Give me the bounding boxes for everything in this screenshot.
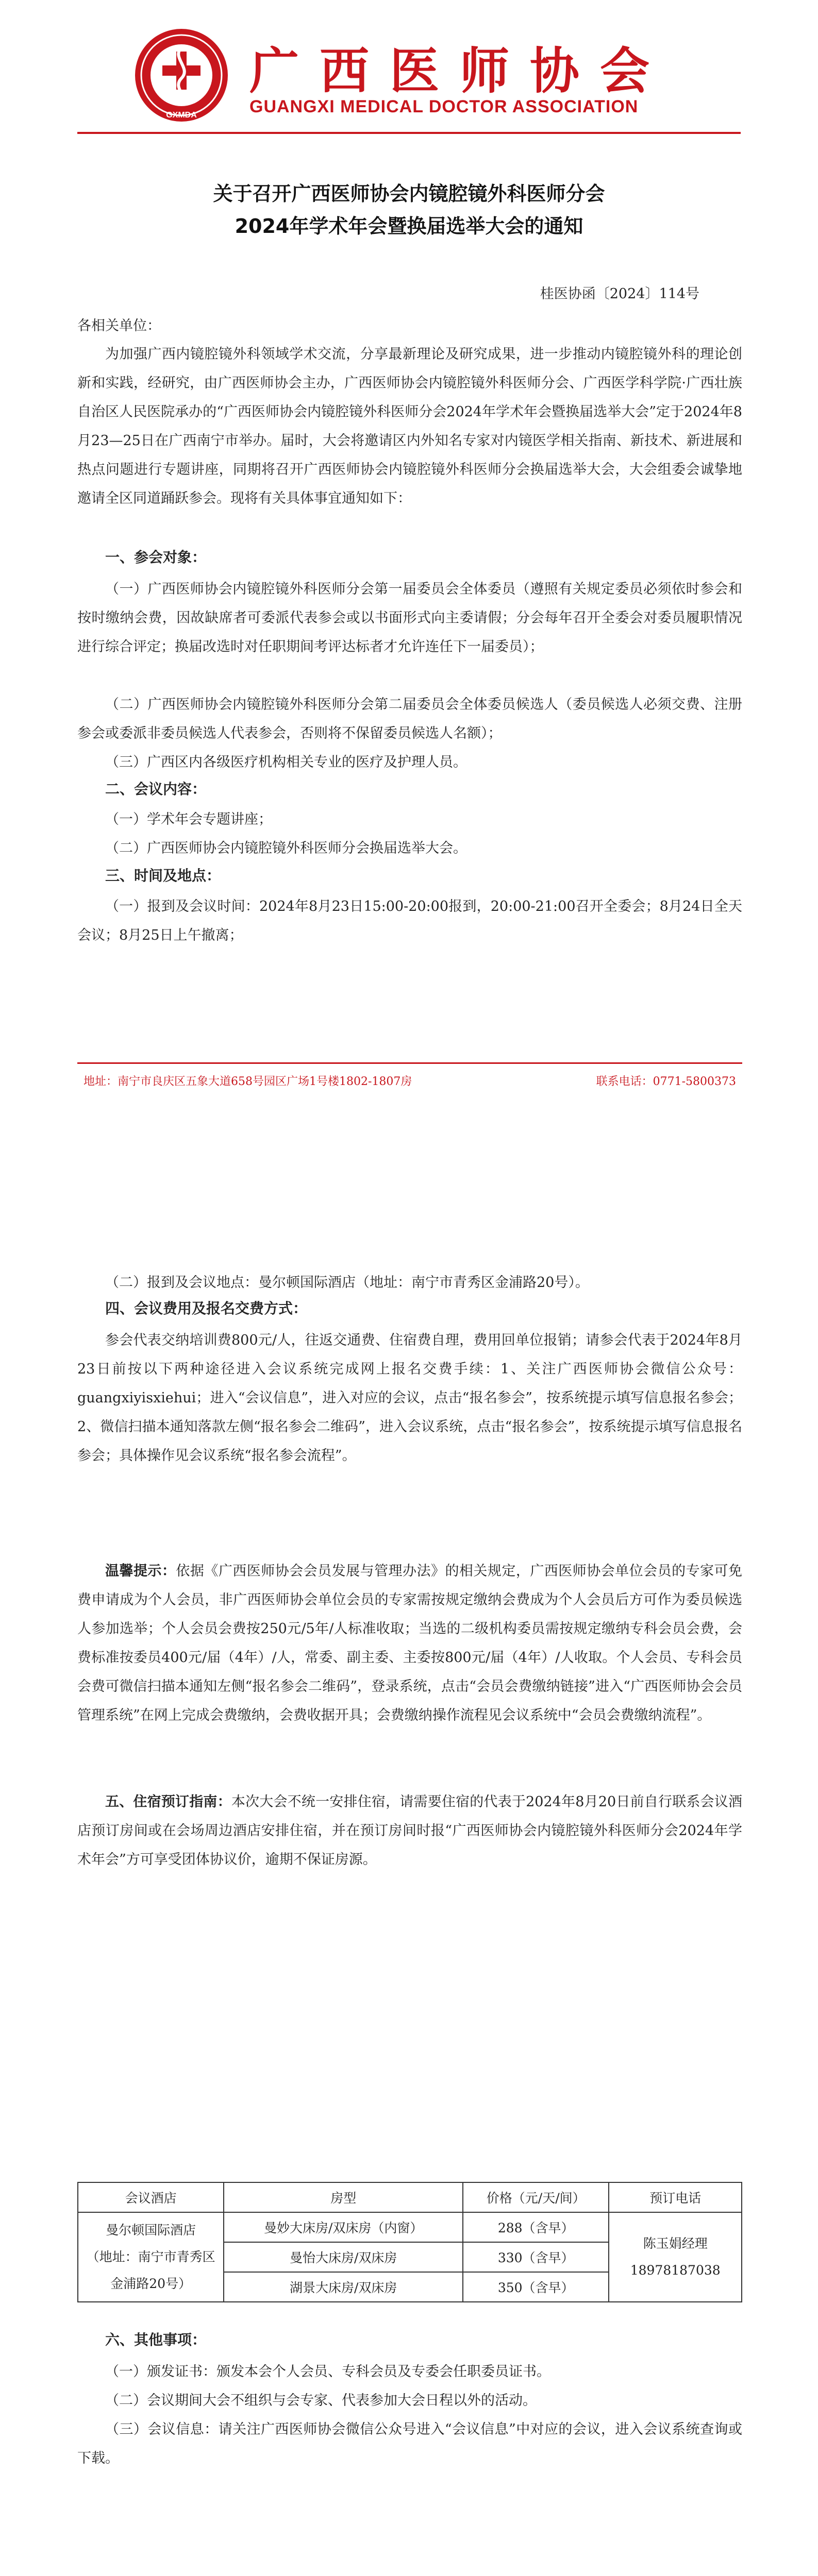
other-item-2: （二）会议期间大会不组织与会专家、代表参加大会日程以外的活动。 — [105, 2393, 537, 2409]
header-divider — [77, 132, 741, 134]
association-logo-icon — [133, 27, 230, 124]
attendees-item-3: （三）广西区内各级医疗机构相关专业的医疗及护理人员。 — [105, 754, 467, 770]
table-header-cell: 房型 — [224, 2182, 463, 2212]
booking-contact-name: 陈玉娟经理 — [643, 2236, 708, 2251]
other-item-1: （一）颁发证书：颁发本会个人会员、专科会员及专委会任职委员证书。 — [105, 2364, 550, 2380]
document-number: 桂医协函〔2024〕114号 — [540, 286, 699, 302]
tips-text: 依据《广西医师协会会员发展与管理办法》的相关规定，广西医师协会单位会员的专家可免费申请成为个人会员，非广西医师协会单位会员的专家需按规定缴纳会费成为个人会员后方可作为委员候选人参加选举；个人会员会费按250元/5年/人标准收取；当选的二级机构委员需按规定缴纳专科会员会费，会费标准按委员400元/届（4年）/人，常委、副主委、主委按800元/届（4年）/人收取。个人会员、专科会员会费可微信扫描本通知左侧“报名参会二维码”，登录系统，点击“会员会费缴纳链接”进入“广西医师协会会员管理系统”在网上完成会费缴纳，会费收据开具；会费缴纳操作流程见会议系统中“会员会费缴纳流程”。 — [77, 1563, 743, 1723]
section-heading-fees: 四、会议费用及报名交费方式： — [105, 1300, 308, 1317]
other-item-3-text: （三）会议信息：请关注广西医师协会微信公众号进入“会议信息”中对应的会议，进入会议系统查询或下载。 — [77, 2421, 742, 2466]
org-name-english: GUANGXI MEDICAL DOCTOR ASSOCIATION — [249, 97, 639, 116]
notice-title-line1: 关于召开广西医师协会内镜腔镜外科医师分会 — [213, 182, 605, 205]
intro-paragraph: 为加强广西内镜腔镜外科领域学术交流，分享最新理论及研究成果，进一步推动内镜腔镜外科的理论创新和实践，经研究，由广西医师协会主办，广西医师协会内镜腔镜外科医师分会、广西医学科学院·广西壮族自治区人民医院承办的“广西医师协会内镜腔镜外科医师分会2024年学术年会暨换届选举大会”定于2024年8月23—25日在广西南宁市举办。届时，大会将邀请区内外知名专家对内镜医学相关指南、新技术、新进展和热点问题进行专题讲座，同期将召开广西医师协会内镜腔镜外科医师分会换届选举大会，大会组委会诚挚地邀请全区同道踊跃参会。现将有关具体事宜通知如下： — [77, 346, 742, 506]
hotel-address-1: （地址：南宁市青秀区 — [86, 2249, 215, 2264]
table-header-cell: 会议酒店 — [78, 2182, 224, 2212]
room-type: 湖景大床房/双床房 — [224, 2272, 463, 2302]
tips-label: 温馨提示： — [105, 1563, 176, 1579]
svg-text:GXMDA: GXMDA — [166, 111, 197, 120]
content-item-1: （一）学术年会专题讲座； — [105, 811, 272, 827]
section-heading-attendees: 一、参会对象： — [105, 549, 207, 566]
org-name-title: 广西医师协会 — [249, 42, 670, 100]
lodging-text: 本次大会不统一安排住宿，请需要住宿的代表于2024年8月20日前自行联系会议酒店预订房间或在会场周边酒店安排住宿，并在预订房间时报“广西医师协会内镜腔镜外科医师分会2024年学术年会”方可享受团体协议价，逾期不保证房源。 — [77, 1794, 743, 1868]
room-price: 288（含早） — [463, 2212, 609, 2242]
hotel-table — [77, 2182, 742, 2302]
attendees-item-2: （二）广西医师协会内镜腔镜外科医师分会第二届委员会全体委员候选人（委员候选人必须交费、注册参会或委派非委员候选人代表参会，否则将不保留委员候选人名额）； — [77, 697, 742, 741]
table-header-row — [78, 2182, 742, 2212]
booking-contact-cell — [609, 2212, 742, 2302]
time-item-1: （一）报到及会议时间：2024年8月23日15:00-20:00报到，20:00-21:00召开全委会；8月24日全天会议；8月25日上午撤离； — [77, 899, 742, 943]
tips-paragraph — [77, 1557, 742, 1730]
table-header-cell: 预订电话 — [609, 2182, 742, 2212]
notice-title-line2: 2024年学术年会暨换届选举大会的通知 — [235, 215, 583, 238]
section-heading-content: 二、会议内容： — [105, 781, 207, 798]
lodging-paragraph — [77, 1788, 742, 1874]
booking-contact-phone: 18978187038 — [630, 2263, 721, 2278]
room-price: 350（含早） — [463, 2272, 609, 2302]
attendees-item-1: （一）广西医师协会内镜腔镜外科医师分会第一届委员会全体委员（遵照有关规定委员必须依时参会和按时缴纳会费，因故缺席者可委派代表参会或以书面形式向主委请假；分会每年召开全委会对委员履职情况进行综合评定；换届改选时对任职期间考评达标者才允许连任下一届委员）； — [77, 581, 742, 655]
hotel-name: 曼尔顿国际酒店 — [106, 2223, 196, 2238]
room-type: 曼怡大床房/双床房 — [224, 2242, 463, 2272]
salutation: 各相关单位： — [77, 318, 161, 334]
footer-divider — [77, 1062, 742, 1064]
section-heading-other: 六、其他事项： — [105, 2331, 207, 2348]
footer-address: 地址：南宁市良庆区五象大道658号园区广场1号楼1802-1807房 — [84, 1075, 412, 1088]
time-item-2: （二）报到及会议地点：曼尔顿国际酒店（地址：南宁市青秀区金浦路20号）。 — [105, 1275, 589, 1291]
section-heading-time-place: 三、时间及地点： — [105, 867, 221, 884]
other-item-3 — [77, 2415, 742, 2473]
footer-phone: 联系电话：0771-5800373 — [596, 1075, 736, 1088]
room-price: 330（含早） — [463, 2242, 609, 2272]
hotel-name-cell — [78, 2212, 224, 2302]
table-header-cell: 价格（元/天/间） — [463, 2182, 609, 2212]
hotel-address-2: 金浦路20号） — [110, 2276, 192, 2291]
room-type: 曼妙大床房/双床房（内窗） — [224, 2212, 463, 2242]
section-heading-lodging: 五、住宿预订指南： — [105, 1794, 231, 1810]
table-row — [78, 2212, 742, 2242]
fees-paragraph: 参会代表交纳培训费800元/人，往返交通费、住宿费自理，费用回单位报销；请参会代表于2024年8月23日前按以下两种途径进入会议系统完成网上报名交费手续：1、关注广西医师协会微信公众号：guangxiyisxiehui；进入“会议信息”，进入对应的会议，点击“报名参会”，按系统提示填写信息报名参会；2、微信扫描本通知落款左侧“报名参会二维码”，进入会议系统，点击“报名参会”，按系统提示填写信息报名参会；具体操作见会议系统“报名参会流程”。 — [77, 1332, 742, 1464]
content-item-2: （二）广西医师协会内镜腔镜外科医师分会换届选举大会。 — [105, 840, 467, 856]
